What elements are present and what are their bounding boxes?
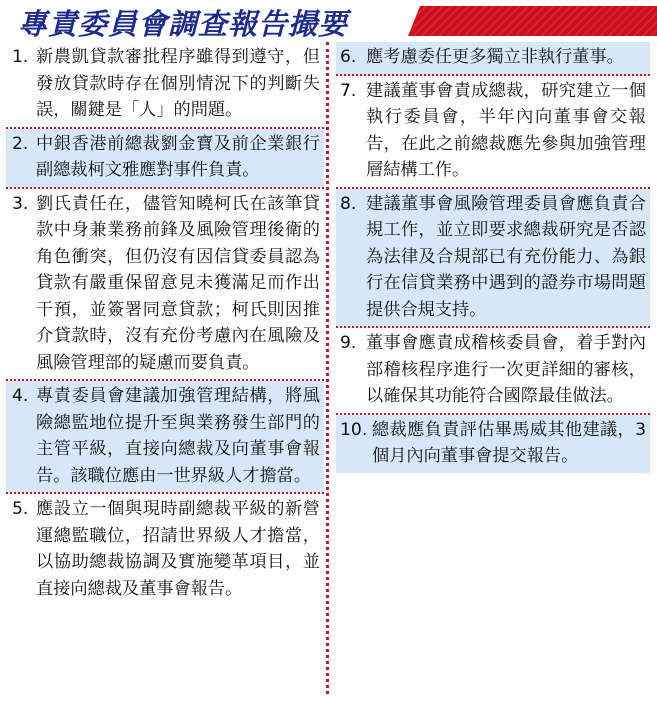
item-number: 10. <box>340 419 368 440</box>
item-number: 4. <box>12 386 29 406</box>
summary-item-4 <box>6 381 324 494</box>
summary-item-1 <box>6 42 324 129</box>
header <box>0 0 657 44</box>
item-text: 建議董事會責成總裁，研究建立一個執行委員會，半年內向董事會交報告，在此之前總裁應先參與加強管理層結構工作。 <box>366 80 646 180</box>
item-number: 8. <box>340 193 357 214</box>
item-number: 1. <box>12 47 29 67</box>
summary-item-3 <box>6 189 324 382</box>
item-text: 新農凱貸款審批程序雖得到遵守，但發放貸款時存在個別情況下的判斷失誤，關鍵是「人」的問題。 <box>36 47 320 120</box>
item-number: 2. <box>12 133 29 154</box>
item-number: 6. <box>340 47 357 67</box>
item-number: 7. <box>340 80 357 101</box>
item-text: 董事會應責成稽核委員會，着手對內部稽核程序進行一次更詳細的審核，以確保其功能符合國際最佳做法。 <box>366 333 646 406</box>
summary-item-8 <box>336 189 650 329</box>
summary-item-2 <box>6 129 324 189</box>
page-title: 專責委員會調查報告撮要 <box>18 7 349 41</box>
item-text: 應考慮委任更多獨立非執行董事。 <box>366 47 624 67</box>
item-text: 應設立一個與現時副總裁平級的新營運總監職位，招請世界級人才擔當，以協助總裁協調及實施變革項目，並直接向總裁及董事會報告。 <box>36 499 320 599</box>
left-column <box>6 42 324 605</box>
summary-item-10 <box>336 415 650 473</box>
item-text: 總裁應負責評估畢馬威其他建議，3個月內向董事會提交報告。 <box>372 419 646 466</box>
item-text: 劉氏責任在，儘管知曉柯氏在該筆貸款中身兼業務前鋒及風險管理後衛的角色衝突，但仍沒有因信貸委員認為貸款有嚴重保留意見未獲滿足而作出干預，並簽署同意貸款；柯氏則因推介貸款時，沒有充份考慮內在風險及風險管理部的疑慮而要負責。 <box>36 193 320 373</box>
item-number: 9. <box>340 333 357 353</box>
item-text: 中銀香港前總裁劉金寶及前企業銀行副總裁柯文雅應對事件負責。 <box>36 133 320 180</box>
item-number: 3. <box>12 193 29 214</box>
item-number: 5. <box>12 499 29 519</box>
summary-item-9 <box>336 328 650 415</box>
header-accent-bar <box>408 6 657 36</box>
item-text: 專責委員會建議加強管理結構，將風險總監地位提升至與業務發生部門的主管平級，直接向總裁及向董事會報告。該職位應由一世界級人才擔當。 <box>36 386 320 486</box>
item-text: 建議董事會風險管理委員會應負責合規工作，並立即要求總裁研究是否認為法律及合規部已有充份能力、為銀行在信貸業務中遇到的證券市場問題提供合規支持。 <box>366 193 646 320</box>
summary-item-7 <box>336 76 650 189</box>
column-divider <box>326 42 329 694</box>
right-column <box>336 42 650 473</box>
summary-item-6 <box>336 42 650 76</box>
summary-item-5 <box>6 494 324 605</box>
